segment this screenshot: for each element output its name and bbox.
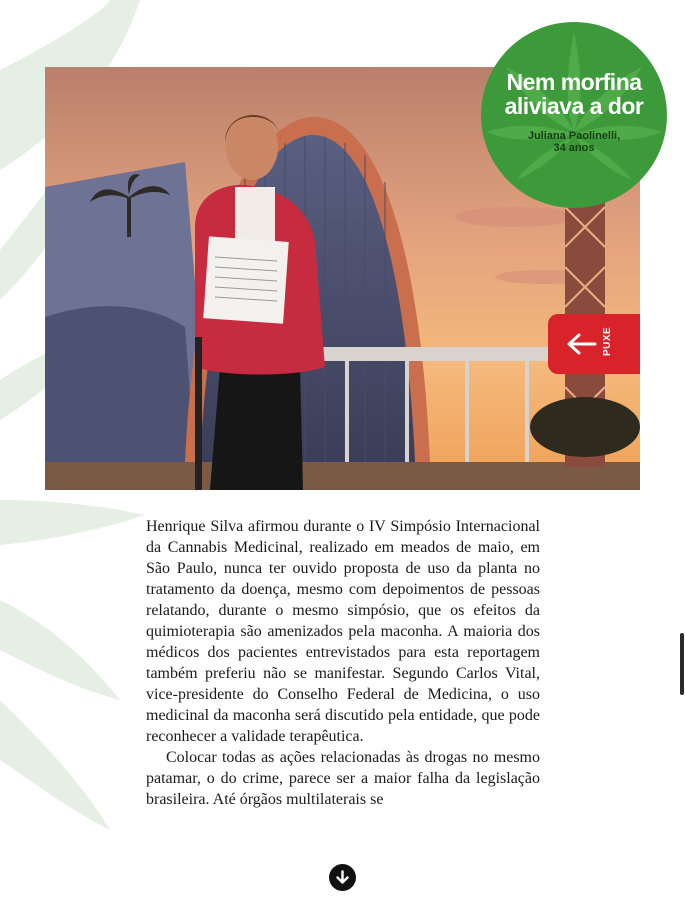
article-body [146, 516, 540, 810]
pull-tab-button[interactable] [548, 314, 640, 374]
scrollbar-thumb[interactable] [680, 633, 684, 695]
arrow-down-circle-icon [335, 870, 350, 885]
article-paragraph-1: Henrique Silva afirmou durante o IV Simpósio Internacional da Cannabis Medicinal, realizado em meados de maio, em São Paulo, nunca ter ouvido proposta de uso da planta no tratamento da doença, mesmo com depoimentos de pessoas relatando, durante o mesmo simpósio, que os efeitos da quimioterapia são amenizados pela maconha. A maioria dos médicos dos pacientes entrevistados para esta reportagem também preferiu não se manifestar. Segundo Carlos Vital, vice-presidente do Conselho Federal de Medicina, o uso medicinal da maconha será discutido pela entidade, que pode reconhecer a validade terapêutica. [146, 518, 540, 745]
headline-badge [481, 22, 667, 208]
pull-tab-label: PUXE [602, 326, 613, 356]
badge-title-line1: Nem morfina [506, 69, 642, 95]
scrollbar[interactable] [679, 0, 685, 913]
badge-subtitle-line2: 34 anos [553, 142, 595, 154]
next-page-button[interactable] [329, 864, 356, 891]
arrow-left-icon [566, 332, 598, 356]
article-paragraph-2: Colocar todas as ações relacionadas às drogas no mesmo patamar, o do crime, parece ser a maior falha da legislação brasileira. Até órgãos multilaterais se [146, 749, 540, 808]
badge-subtitle-line1: Juliana Paolinelli, [527, 130, 621, 142]
badge-title-line2: aliviava a dor [504, 93, 644, 119]
